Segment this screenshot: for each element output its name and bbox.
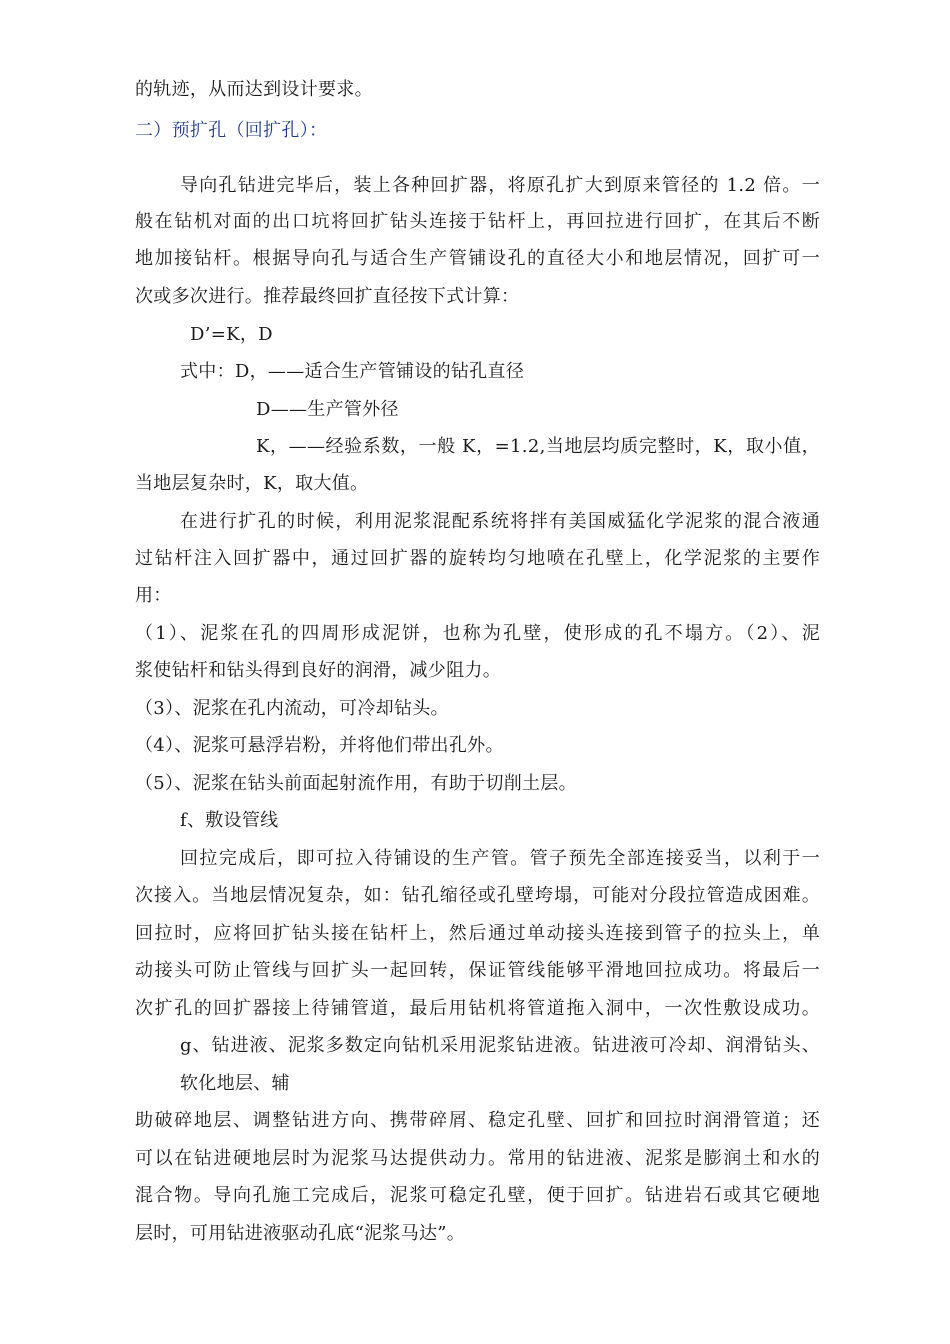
text-line: 助破碎地层、调整钻进方向、携带碎屑、稳定孔壁、回扩和回拉时润滑管道；还 — [135, 1110, 820, 1131]
text-line: 次扩孔的回扩器接上待铺管道，最后用钻机将管道拖入洞中，一次性敷设成功。 — [135, 998, 820, 1019]
text-line: 在进行扩孔的时候，利用泥浆混配系统将拌有美国威猛化学泥浆的混合液通 — [180, 511, 820, 532]
text-line: 次或多次进行。推荐最终回扩直径按下式计算： — [135, 286, 520, 307]
text-line: 的轨迹，从而达到设计要求。 — [135, 79, 373, 100]
subheading: f、敷设管线 — [180, 810, 279, 831]
section-heading: 二）预扩孔（回扩孔）： — [135, 120, 328, 141]
text-line: 过钻杆注入回扩器中，通过回扩器的旋转均匀地喷在孔壁上，化学泥浆的主要作 — [135, 548, 820, 569]
list-item: 浆使钻杆和钻头得到良好的润滑，减少阻力。 — [135, 660, 501, 681]
text-line: 导向孔钻进完毕后，装上各种回扩器，将原孔扩大到原来管径的 1.2 倍。一 — [180, 175, 820, 196]
formula: D’=K，D — [190, 324, 273, 345]
list-item: （5）、泥浆在钻头前面起射流作用，有助于切削土层。 — [135, 773, 577, 794]
text-line: 混合物。导向孔施工完成后，泥浆可稳定孔壁，便于回扩。钻进岩石或其它硬地 — [135, 1185, 820, 1206]
text-line: D——生产管外径 — [256, 399, 399, 420]
text-line: 式中：D，——适合生产管铺设的钻孔直径 — [180, 361, 525, 382]
list-item: （4）、泥浆可悬浮岩粉，并将他们带出孔外。 — [135, 735, 504, 756]
list-item: （1）、泥浆在孔的四周形成泥饼，也称为孔壁，使形成的孔不塌方。（2）、泥 — [135, 623, 820, 644]
text-line: 般在钻机对面的出口坑将回扩钻头连接于钻杆上，再回拉进行回扩，在其后不断 — [135, 211, 820, 232]
text-line: 动接头可防止管线与回扩头一起回转，保证管线能够平滑地回拉成功。将最后一 — [135, 960, 820, 981]
text-line: 次接入。当地层情况复杂，如：钻孔缩径或孔壁垮塌，可能对分段拉管造成困难。 — [135, 885, 820, 906]
text-line: g、钻进液、泥浆多数定向钻机采用泥浆钻进液。钻进液可冷却、润滑钻头、 — [180, 1035, 820, 1056]
text-line: 层时，可用钻进液驱动孔底“泥浆马达”。 — [135, 1223, 466, 1244]
list-item: （3）、泥浆在孔内流动，可冷却钻头。 — [135, 698, 449, 719]
text-line: 可以在钻进硬地层时为泥浆马达提供动力。常用的钻进液、泥浆是膨润土和水的 — [135, 1148, 820, 1169]
text-line: 地加接钻杆。根据导向孔与适合生产管铺设孔的直径大小和地层情况，回扩可一 — [135, 248, 820, 269]
text-line: 用： — [135, 585, 172, 606]
text-line: K，——经验系数，一般 K，=1.2,当地层均质完整时，K，取小值， — [256, 436, 820, 457]
text-line: 回拉完成后，即可拉入待铺设的生产管。管子预先全部连接妥当，以利于一 — [180, 848, 820, 869]
text-line: 回拉时，应将回扩钻头接在钻杆上，然后通过单动接头连接到管子的拉头上，单 — [135, 923, 820, 944]
text-line: 软化地层、辅 — [180, 1073, 290, 1094]
text-line: 当地层复杂时，K，取大值。 — [135, 473, 369, 494]
